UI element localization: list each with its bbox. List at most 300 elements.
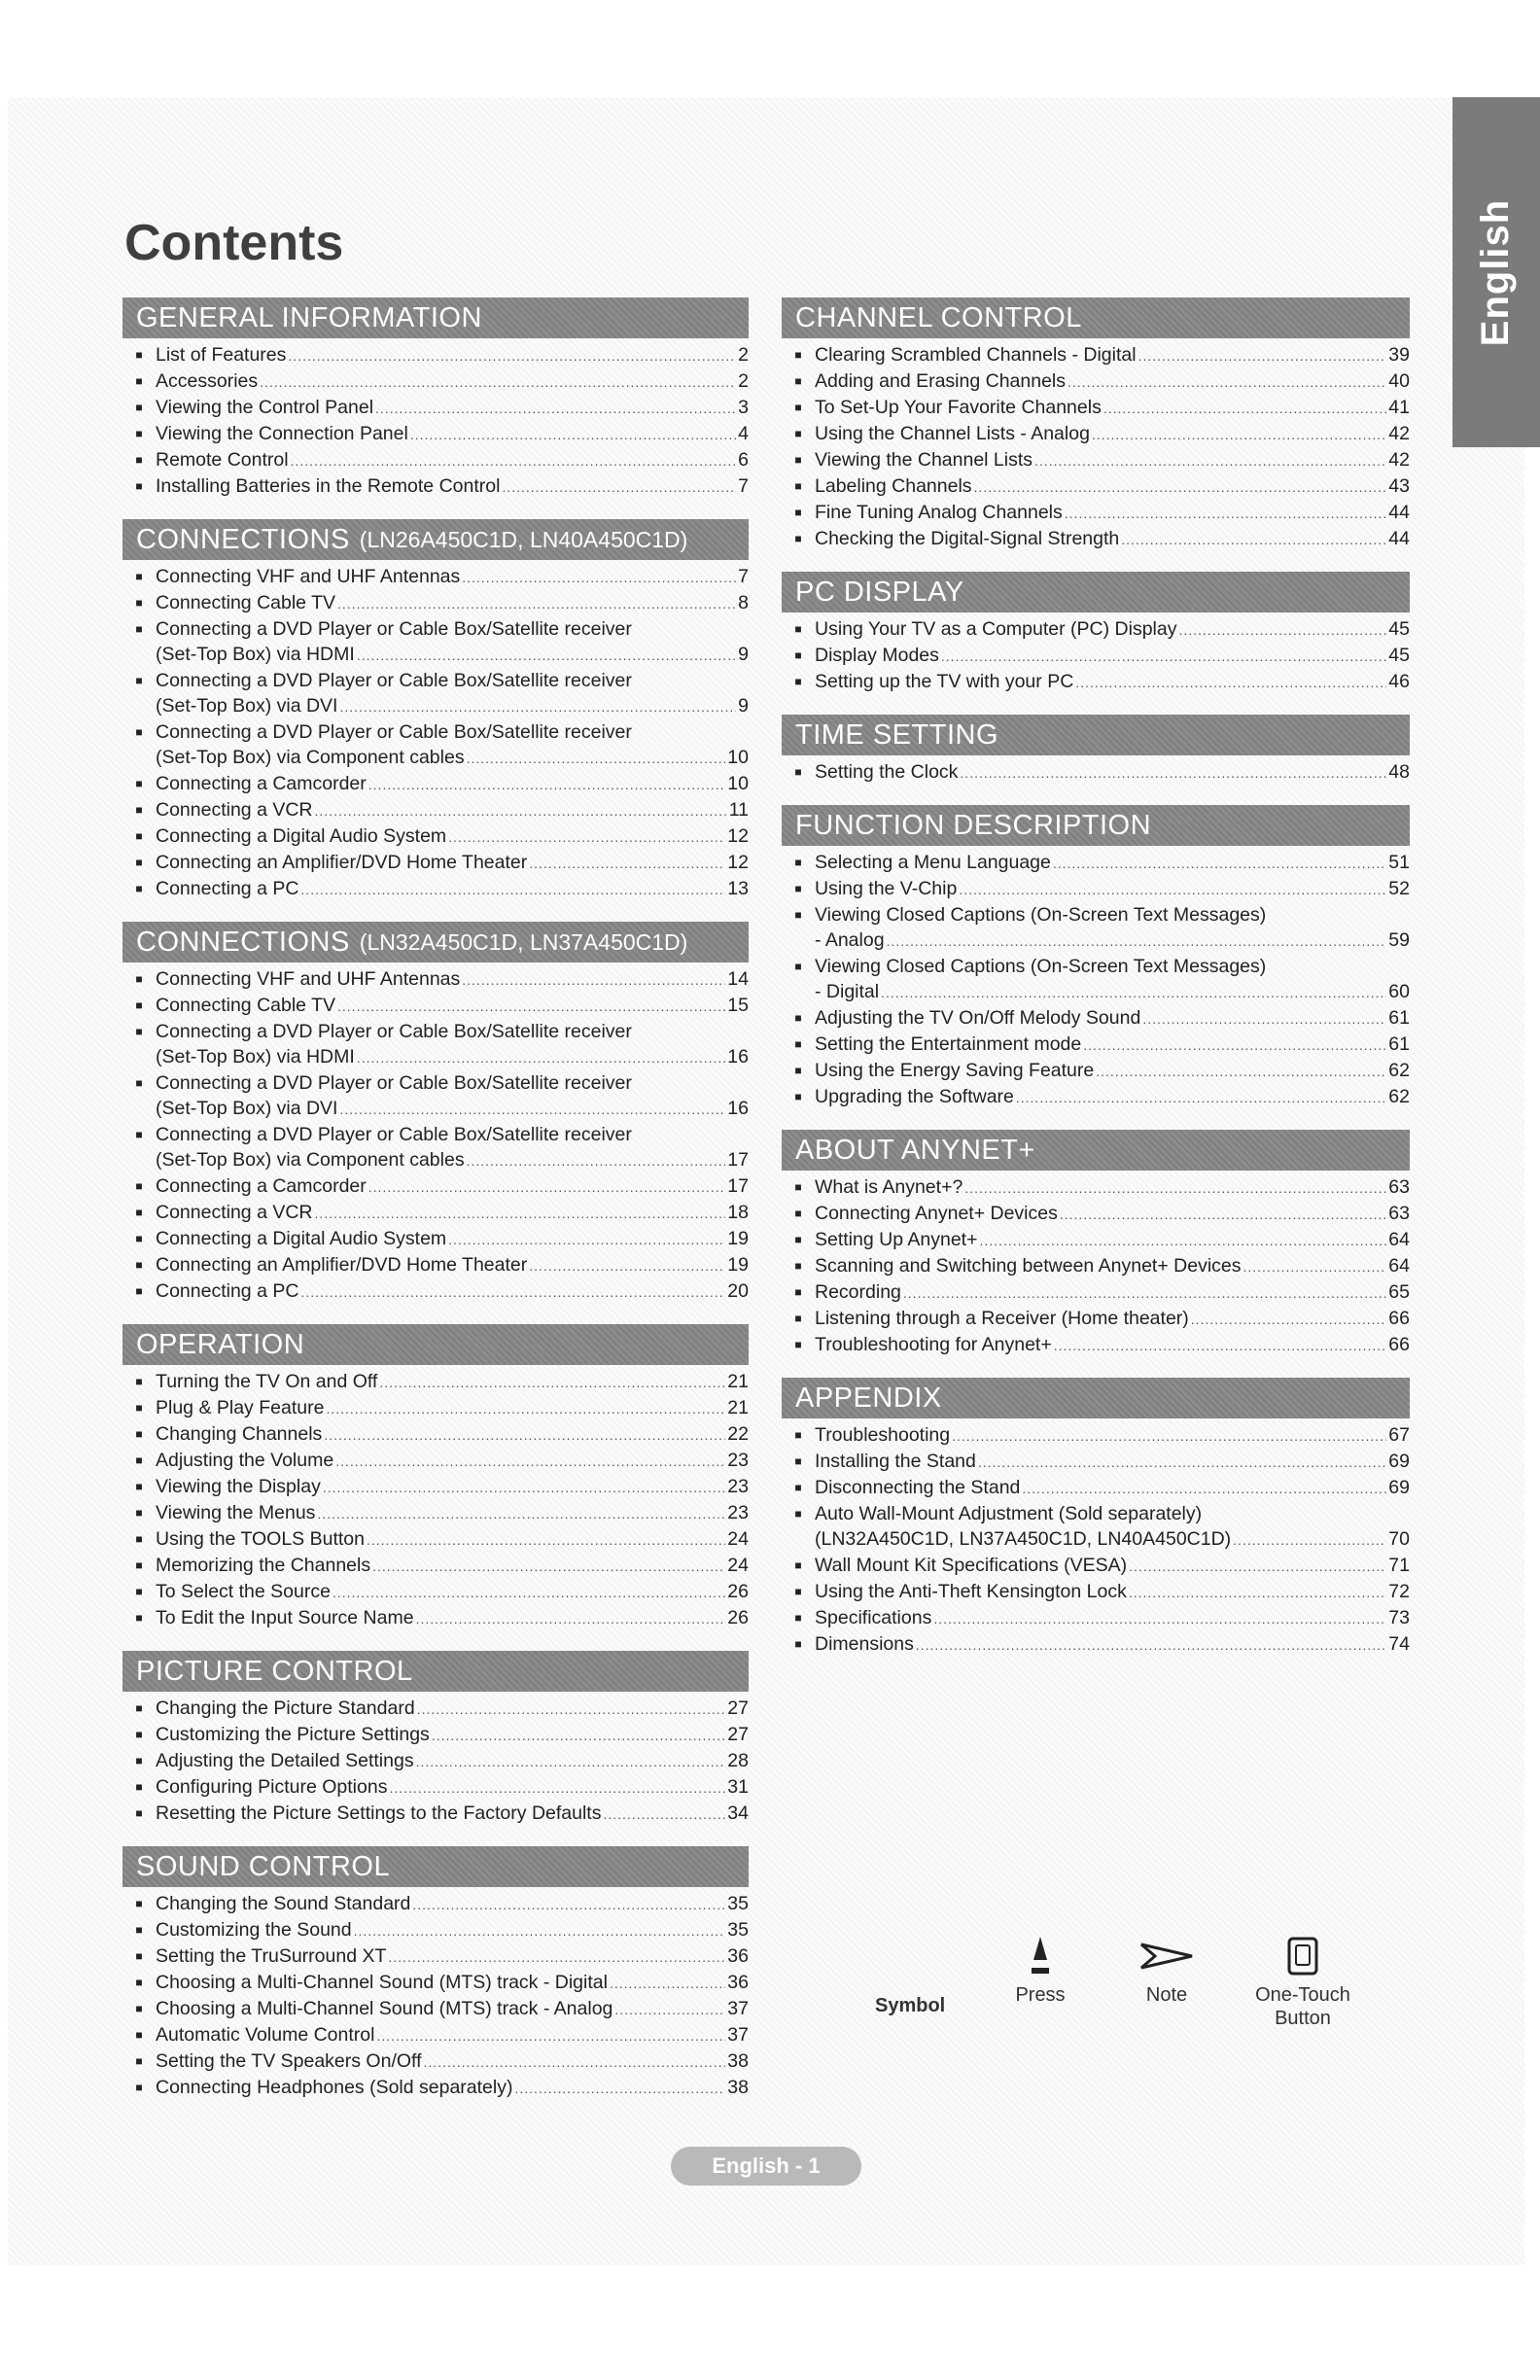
toc-entry[interactable] [122,1774,749,1801]
dot-leader [502,474,736,500]
toc-entry[interactable] [122,1448,749,1474]
toc-entry[interactable] [782,1475,1410,1501]
toc-entry[interactable] [782,368,1410,395]
toc-entry[interactable] [782,1253,1410,1279]
toc-entry-title: Setting the Entertainment mode [815,1033,1082,1055]
dot-leader [603,1802,725,1827]
toc-entry[interactable] [782,395,1410,421]
toc-entry-page: 64 [1388,1255,1410,1277]
toc-entry[interactable] [122,1252,749,1278]
section-about-anynet [782,1130,1410,1358]
toc-entry-line [156,395,749,421]
dot-leader [1096,1059,1386,1084]
toc-entry-page: 38 [727,2077,749,2098]
dot-leader [1243,1254,1387,1279]
bullet-icon: ■ [794,506,802,519]
toc-entry[interactable] [782,1084,1410,1110]
toc-entry-line [156,1395,749,1421]
toc-entry[interactable] [782,1005,1410,1032]
bullet-icon: ■ [135,596,143,610]
toc-entry-text [815,902,1410,954]
toc-entry[interactable] [122,1369,749,1395]
toc-entry-line [156,421,749,447]
toc-entry-page: 46 [1388,671,1410,692]
toc-entry[interactable] [782,500,1410,526]
toc-entry-title: Connecting Cable TV [156,995,336,1016]
toc-entry-title: Connecting a DVD Player or Cable Box/Satellite receiver [156,1072,632,1094]
dot-leader [388,1944,725,1970]
toc-entry-line [815,1631,1410,1658]
toc-entry[interactable] [122,876,749,902]
toc-entry-page: 61 [1388,1007,1410,1029]
toc-entry[interactable] [122,1970,749,1996]
bullet-icon: ■ [135,725,143,739]
toc-entry-text [815,500,1410,526]
dot-leader [260,369,736,395]
toc-entry-title: Installing the Stand [815,1451,976,1472]
toc-entry-text [156,1748,749,1774]
toc-entry-page: 72 [1388,1581,1410,1602]
dot-leader [1068,369,1386,395]
toc-entry-title: Display Modes [815,645,939,666]
dot-leader [448,824,725,850]
toc-entry[interactable] [782,447,1410,473]
toc-entry-page: 52 [1388,878,1410,899]
bullet-icon: ■ [135,348,143,362]
toc-entry-text [156,1970,749,1996]
dot-leader [332,1580,725,1605]
toc-entry[interactable] [122,1070,749,1122]
toc-entry[interactable] [122,1122,749,1173]
dot-leader [462,967,725,993]
toc-entry[interactable] [782,1058,1410,1084]
dot-leader [1016,1085,1386,1110]
bullet-icon: ■ [794,532,802,545]
dot-leader [959,877,1386,902]
toc-entry-text [156,876,749,902]
toc-entry[interactable] [122,719,749,771]
toc-entry[interactable] [782,1422,1410,1449]
toc-entry-title: Resetting the Picture Settings to the Factory Defaults [156,1802,602,1824]
toc-entry[interactable] [122,850,749,876]
toc-entry-page: 37 [727,2024,749,2046]
toc-entry-text [156,1500,749,1526]
dot-leader [416,1749,726,1774]
bullet-icon: ■ [794,1312,802,1325]
toc-entry-page: 65 [1388,1281,1410,1303]
toc-entry[interactable] [122,1226,749,1252]
page-number-footer [671,2147,861,2186]
toc-entry[interactable] [122,473,749,500]
toc-entry-text [815,1227,1410,1253]
dot-leader [903,1280,1386,1306]
toc-entry-text [815,1501,1410,1553]
toc-entry-line [815,616,1410,643]
toc-entry-text [156,1801,749,1827]
toc-entry-line [815,526,1410,552]
toc-entry-line [815,1526,1410,1553]
toc-entry[interactable] [122,797,749,823]
toc-entry-title: Connecting a DVD Player or Cable Box/Satellite receiver [156,1021,632,1042]
toc-entry-text [156,421,749,447]
toc-entry-title: Connecting Anynet+ Devices [815,1203,1058,1224]
toc-entry[interactable] [122,1801,749,1827]
toc-entry-text [156,719,749,771]
toc-entry-title: Using Your TV as a Computer (PC) Display [815,618,1177,640]
toc-entry-text [815,1475,1410,1501]
one-touch-label-line2: Button [1275,2008,1331,2029]
toc-entry-page: 22 [727,1423,749,1445]
toc-entry[interactable] [122,1474,749,1500]
toc-entry-line [156,1891,749,1917]
toc-entry-page: 69 [1388,1477,1410,1498]
bullet-icon: ■ [794,908,802,922]
toc-entry-page: 45 [1388,618,1410,640]
toc-entry-page: 21 [727,1371,749,1392]
toc-entry-line [815,1279,1410,1306]
bullet-icon: ■ [135,1897,143,1910]
toc-entry[interactable] [122,1526,749,1553]
toc-entry[interactable] [782,526,1410,552]
toc-entry[interactable] [782,1605,1410,1631]
toc-entry-page: 73 [1388,1607,1410,1628]
toc-entry-page: 16 [727,1046,749,1068]
bullet-icon: ■ [135,1232,143,1245]
toc-entry-line [815,1332,1410,1358]
bullet-icon: ■ [135,1453,143,1467]
toc-entry-title: Connecting a DVD Player or Cable Box/Satellite receiver [156,618,632,640]
bullet-icon: ■ [794,1481,802,1494]
toc-entry-line [815,954,1410,979]
bullet-icon: ■ [794,856,802,869]
toc-entry-page: 21 [727,1397,749,1418]
toc-entry[interactable] [782,1174,1410,1201]
toc-entry-text [815,1279,1410,1306]
toc-entry-text [815,954,1410,1005]
toc-entry[interactable] [122,1605,749,1631]
bullet-icon: ■ [135,1206,143,1219]
toc-entry[interactable] [122,1917,749,1943]
toc-entry[interactable] [782,902,1410,954]
toc-entry-text [156,2048,749,2075]
bullet-icon: ■ [135,777,143,790]
toc-entry-line [156,1252,749,1278]
toc-entry-line [156,1421,749,1448]
toc-entry-title: Specifications [815,1607,932,1628]
toc-entry-text [156,1226,749,1252]
toc-entry-text [156,1278,749,1305]
section-operation [122,1324,749,1631]
toc-entry[interactable] [782,1449,1410,1475]
symbol-legend [875,1935,1381,2042]
toc-entry-title: (Set-Top Box) via Component cables [156,747,465,768]
toc-entry-text [156,2022,749,2048]
toc-entry[interactable] [782,1631,1410,1658]
toc-entry-title: Connecting an Amplifier/DVD Home Theater [156,852,528,873]
toc-entry-title: Viewing the Connection Panel [156,423,408,444]
section-time-setting [782,715,1410,786]
toc-entry[interactable] [122,2048,749,2075]
dot-leader [324,1422,725,1448]
toc-entry[interactable] [122,447,749,473]
toc-entry-title: Recording [815,1281,901,1303]
toc-entry-line [815,1579,1410,1605]
toc-entry[interactable] [122,1891,749,1917]
toc-entry-page: 61 [1388,1033,1410,1055]
toc-entry-text [156,1173,749,1200]
toc-entry[interactable] [122,1553,749,1579]
toc-entry[interactable] [782,1553,1410,1579]
toc-entry-line [815,1253,1410,1279]
toc-entry-title: Connecting Cable TV [156,592,336,613]
toc-entry[interactable] [122,1696,749,1722]
toc-entry-title: Adjusting the TV On/Off Melody Sound [815,1007,1141,1029]
section-heading [122,519,749,560]
press-label: Press [1015,1984,1066,2006]
toc-entry[interactable] [122,993,749,1019]
dot-leader [339,694,736,719]
toc-entry-title: Connecting a Digital Audio System [156,825,447,847]
dot-leader [941,644,1386,669]
toc-entry-page: 34 [727,1802,749,1824]
toc-entry[interactable] [122,668,749,719]
toc-entry-text [815,1005,1410,1032]
toc-entry[interactable] [122,1500,749,1526]
toc-entry[interactable] [122,1200,749,1226]
toc-entry-line [815,473,1410,500]
toc-entry[interactable] [122,2022,749,2048]
toc-entry-title: Choosing a Multi-Channel Sound (MTS) track - Analog [156,1998,613,2019]
dot-leader [368,772,726,797]
toc-entry-page: 2 [738,344,749,366]
toc-entry-text [156,1019,749,1070]
toc-entry[interactable] [122,1421,749,1448]
toc-entry[interactable] [782,850,1410,876]
toc-entry-text [156,850,749,876]
toc-entry[interactable] [122,1579,749,1605]
toc-entry[interactable] [782,1579,1410,1605]
bullet-icon: ■ [794,960,802,973]
note-label: Note [1145,1984,1188,2006]
toc-entry[interactable] [122,590,749,616]
toc-entry[interactable] [782,1332,1410,1358]
toc-entry-text [815,1032,1410,1058]
bullet-icon: ■ [135,803,143,817]
toc-entry[interactable] [782,1201,1410,1227]
dot-leader [1053,851,1386,876]
section-heading [782,1378,1410,1418]
toc-entry-text [156,1369,749,1395]
dot-leader [462,565,736,590]
toc-entry-page: 9 [738,695,749,717]
dot-leader [1065,501,1387,526]
toc-entry-title: Viewing Closed Captions (On-Screen Text Messages) [815,904,1267,926]
dot-leader [317,1501,725,1526]
toc-entry-line [156,1369,749,1395]
toc-entry-title: Automatic Volume Control [156,2024,375,2046]
toc-entry-title: Connecting a DVD Player or Cable Box/Satellite receiver [156,1124,632,1145]
bullet-icon: ■ [135,1025,143,1038]
toc-entry[interactable] [122,1395,749,1421]
toc-entry-title: Troubleshooting for Anynet+ [815,1334,1052,1355]
bullet-icon: ■ [794,648,802,662]
toc-entry-text [156,1891,749,1917]
toc-entry[interactable] [122,1722,749,1748]
toc-entry-line [156,823,749,850]
toc-entry-line [156,693,749,719]
toc-entry-text [156,1421,749,1448]
toc-entry-line [815,1475,1410,1501]
bullet-icon: ■ [135,1976,143,1989]
toc-entry-title: - Digital [815,981,880,1002]
toc-entry-title: (Set-Top Box) via DVI [156,1098,338,1119]
bullet-icon: ■ [135,1558,143,1572]
one-touch-label-line1: One-Touch [1255,1984,1350,2006]
toc-entry-line [815,395,1410,421]
toc-entry-text [815,1422,1410,1449]
dot-leader [412,1892,725,1917]
toc-entry-text [815,342,1410,368]
section-function-description [782,805,1410,1110]
toc-entry-line [156,1173,749,1200]
bullet-icon: ■ [794,1611,802,1625]
toc-entry-line [156,1917,749,1943]
toc-entry[interactable] [782,876,1410,902]
dot-leader [417,1697,726,1722]
toc-entry-page: 70 [1388,1528,1410,1550]
toc-entry[interactable] [122,1748,749,1774]
toc-entry[interactable] [782,669,1410,695]
dot-leader [1060,1202,1386,1227]
toc-entry[interactable] [782,643,1410,669]
toc-entry-text [815,616,1410,643]
toc-entry[interactable] [782,421,1410,447]
toc-entry[interactable] [782,1306,1410,1332]
dot-leader [376,2023,725,2048]
toc-entry[interactable] [782,1032,1410,1058]
toc-entry[interactable] [782,1227,1410,1253]
toc-entry-text [815,1306,1410,1332]
toc-entry-page: 26 [727,1581,749,1602]
toc-entry-title: Changing Channels [156,1423,323,1445]
toc-entry-title: Choosing a Multi-Channel Sound (MTS) track - Digital [156,1972,608,1993]
toc-entry[interactable] [122,2075,749,2101]
dot-leader [432,1723,725,1748]
toc-entry-title: Adding and Erasing Channels [815,370,1067,392]
toc-entry-list [122,962,749,1305]
toc-entry[interactable] [782,759,1410,786]
toc-entry[interactable] [122,966,749,993]
toc-entry-title: Connecting an Amplifier/DVD Home Theater [156,1254,528,1276]
dot-leader [291,448,737,473]
toc-entry-page: 63 [1388,1176,1410,1198]
bullet-icon: ■ [135,1780,143,1794]
toc-entry[interactable] [122,616,749,668]
toc-entry-text [815,876,1410,902]
toc-entry-title: Auto Wall-Mount Adjustment (Sold separately) [815,1503,1203,1524]
toc-entry-text [815,1553,1410,1579]
toc-entry-page: 36 [727,1945,749,1967]
toc-entry[interactable] [122,1278,749,1305]
toc-entry-line [815,1605,1410,1631]
section-picture-control [122,1651,749,1827]
toc-entry-list [122,1887,749,2101]
toc-entry[interactable] [122,1173,749,1200]
bullet-icon: ■ [135,1728,143,1741]
toc-entry-page: 23 [727,1502,749,1523]
dot-leader [529,851,725,876]
bullet-icon: ■ [135,856,143,869]
dot-leader [372,1554,725,1579]
toc-entry-text [156,1526,749,1553]
toc-entry-title: Disconnecting the Stand [815,1477,1021,1498]
toc-entry[interactable] [122,342,749,368]
toc-entry-title: To Set-Up Your Favorite Channels [815,397,1102,418]
toc-entry-page: 39 [1388,344,1410,366]
toc-entry-title: Dimensions [815,1633,914,1655]
toc-entry-page: 4 [738,423,749,444]
toc-entry[interactable] [122,1943,749,1970]
section-heading [782,805,1410,846]
toc-entry-page: 12 [727,825,749,847]
dot-leader [337,994,725,1019]
toc-entry-text [815,1058,1410,1084]
toc-entry[interactable] [122,395,749,421]
toc-entry-page: 48 [1388,761,1410,783]
toc-entry[interactable] [122,1019,749,1070]
toc-entry-line [156,2075,749,2101]
toc-entry[interactable] [782,342,1410,368]
toc-entry[interactable] [782,1501,1410,1553]
toc-entry[interactable] [122,1996,749,2022]
toc-entry[interactable] [122,564,749,590]
toc-entry[interactable] [782,616,1410,643]
toc-entry[interactable] [122,368,749,395]
bullet-icon: ■ [794,765,802,779]
dot-leader [337,591,736,616]
dot-leader [952,1423,1386,1449]
toc-entry[interactable] [122,421,749,447]
toc-entry[interactable] [782,1279,1410,1306]
toc-entry-page: 7 [738,566,749,587]
toc-entry-line [156,1605,749,1631]
bullet-icon: ■ [794,1637,802,1651]
toc-entry-title: Connecting a PC [156,1280,299,1302]
toc-entry[interactable] [782,954,1410,1005]
toc-entry-line [156,1943,749,1970]
toc-entry[interactable] [122,823,749,850]
toc-entry-title: Connecting a Camcorder [156,1175,367,1197]
toc-entry-list [122,338,749,500]
toc-entry[interactable] [782,473,1410,500]
toc-entry-page: 27 [727,1698,749,1719]
toc-entry-title: Connecting a VCR [156,1202,313,1223]
toc-entry-title: Fine Tuning Analog Channels [815,502,1063,523]
symbol-label: Symbol [875,1995,946,2016]
bullet-icon: ■ [135,1923,143,1937]
toc-entry-title: Adjusting the Detailed Settings [156,1750,414,1771]
toc-entry-page: 59 [1388,929,1410,951]
toc-entry-list [782,755,1410,786]
toc-entry-list [782,338,1410,552]
toc-entry[interactable] [122,771,749,797]
note-symbol [1123,1935,1210,2007]
dot-leader [974,474,1387,500]
bullet-icon: ■ [135,374,143,388]
bullet-icon: ■ [135,1506,143,1520]
toc-entry-page: 17 [727,1149,749,1171]
dot-leader [326,1396,725,1421]
